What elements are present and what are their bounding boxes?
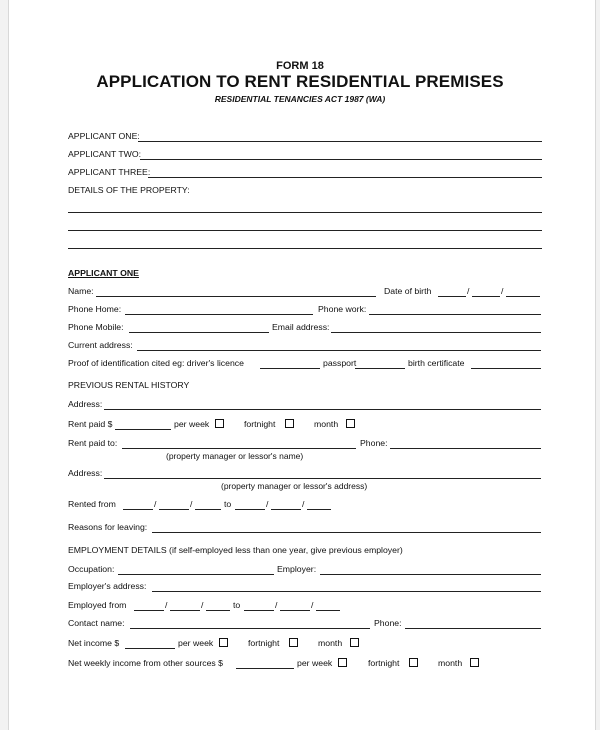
other-income-label: Net weekly income from other sources $ — [68, 658, 223, 668]
applicant-one-label: APPLICANT ONE: — [68, 131, 140, 141]
rental-history-heading: PREVIOUS RENTAL HISTORY — [68, 380, 190, 390]
form-number: FORM 18 — [276, 60, 324, 72]
dob-month-field[interactable] — [472, 296, 500, 297]
rent-per-week-label: per week — [174, 419, 210, 429]
form-subtitle: RESIDENTIAL TENANCIES ACT 1987 (WA) — [214, 94, 386, 104]
reasons-row — [68, 521, 544, 537]
employer-field[interactable] — [320, 574, 541, 575]
applicant-two-row — [68, 148, 544, 164]
occupation-row — [68, 563, 544, 579]
rented-from-day-field[interactable] — [123, 509, 153, 510]
income-month-label: month — [318, 638, 343, 648]
form-title: APPLICATION TO RENT RESIDENTIAL PREMISES — [96, 72, 504, 91]
phone-mobile-field[interactable] — [129, 332, 269, 333]
employed-from-year-field[interactable] — [206, 610, 230, 611]
net-income-row — [68, 637, 544, 653]
rent-fortnight-label: fortnight — [244, 419, 276, 429]
reasons-field[interactable] — [152, 532, 541, 533]
occupation-label: Occupation: — [68, 564, 115, 574]
birth-cert-label: birth certificate — [408, 358, 465, 368]
rented-from-row: Rented from / / to / / — [68, 498, 544, 514]
email-label: Email address: — [272, 322, 330, 332]
passport-field[interactable] — [355, 368, 405, 369]
other-income-row — [68, 657, 544, 673]
occupation-field[interactable] — [118, 574, 274, 575]
employer-address-field[interactable] — [152, 591, 541, 592]
rented-to-year-field[interactable] — [307, 509, 331, 510]
name-row: Name: Date of birth / / — [68, 285, 544, 301]
property-details-line-1[interactable] — [68, 212, 542, 213]
applicant-one-heading: APPLICANT ONE — [68, 268, 139, 278]
rent-paid-label: Rent paid $ — [68, 419, 113, 429]
net-income-label: Net income $ — [68, 638, 120, 648]
property-details-line-3[interactable] — [68, 248, 542, 249]
other-fortnight-label: fortnight — [368, 658, 400, 668]
current-address-label: Current address: — [68, 340, 133, 350]
rental-address-field[interactable] — [104, 409, 541, 410]
employed-to-month-field[interactable] — [280, 610, 310, 611]
employed-from-label: Employed from — [68, 600, 127, 610]
name-field[interactable] — [96, 296, 376, 297]
other-income-field[interactable] — [236, 668, 294, 669]
employment-heading: EMPLOYMENT DETAILS (if self-employed less than one year, give previous employer) — [68, 545, 403, 555]
birth-cert-field[interactable] — [471, 368, 541, 369]
income-fortnight-checkbox[interactable] — [289, 638, 298, 647]
other-month-checkbox[interactable] — [470, 658, 479, 667]
rent-month-checkbox[interactable] — [346, 419, 355, 428]
rented-to-day-field[interactable] — [235, 509, 265, 510]
phone-work-field[interactable] — [369, 314, 541, 315]
current-address-field[interactable] — [137, 350, 541, 351]
employed-to-day-field[interactable] — [244, 610, 274, 611]
rented-from-label: Rented from — [68, 499, 116, 509]
rental-address-label: Address: — [68, 399, 103, 409]
applicant-one-row — [68, 130, 544, 146]
income-per-week-checkbox[interactable] — [219, 638, 228, 647]
manager-name-note: (property manager or lessor's name) — [166, 451, 304, 461]
phone-mobile-label: Phone Mobile: — [68, 322, 124, 332]
rented-to-month-field[interactable] — [271, 509, 301, 510]
employer-label: Employer: — [277, 564, 317, 574]
employer-address-label: Employer's address: — [68, 581, 147, 591]
dob-year-field[interactable] — [506, 296, 540, 297]
dob-day-field[interactable] — [438, 296, 466, 297]
phone-row — [68, 303, 544, 319]
proof-id-row — [68, 357, 544, 373]
applicant-three-field[interactable] — [148, 177, 542, 178]
dob-label: Date of birth — [384, 286, 432, 296]
other-fortnight-checkbox[interactable] — [409, 658, 418, 667]
applicant-three-row — [68, 166, 544, 182]
property-details-label: DETAILS OF THE PROPERTY: — [68, 185, 190, 195]
name-label: Name: — [68, 286, 94, 296]
mobile-email-row — [68, 321, 544, 337]
applicant-one-field[interactable] — [138, 141, 542, 142]
applicant-two-label: APPLICANT TWO: — [68, 149, 142, 159]
phone-home-field[interactable] — [125, 314, 313, 315]
rent-fortnight-checkbox[interactable] — [285, 419, 294, 428]
employer-phone-label: Phone: — [374, 618, 402, 628]
passport-label: passport — [323, 358, 357, 368]
rented-from-year-field[interactable] — [195, 509, 221, 510]
rental-phone-label: Phone: — [360, 438, 388, 448]
drivers-licence-field[interactable] — [260, 368, 320, 369]
applicant-two-field[interactable] — [140, 159, 542, 160]
current-address-row — [68, 339, 544, 355]
proof-id-label: Proof of identification cited eg: driver's licence — [68, 358, 244, 368]
net-income-field[interactable] — [125, 648, 175, 649]
email-field[interactable] — [331, 332, 541, 333]
phone-home-label: Phone Home: — [68, 304, 122, 314]
contact-name-field[interactable] — [130, 628, 370, 629]
other-month-label: month — [438, 658, 463, 668]
rent-paid-field[interactable] — [115, 429, 171, 430]
employed-from-month-field[interactable] — [170, 610, 200, 611]
applicant-three-label: APPLICANT THREE: — [68, 167, 151, 177]
other-per-week-label: per week — [297, 658, 333, 668]
rent-per-week-checkbox[interactable] — [215, 419, 224, 428]
employed-to-label: to — [233, 600, 241, 610]
employed-to-year-field[interactable] — [316, 610, 340, 611]
employed-from-row: Employed from / / to / / — [68, 599, 544, 615]
reasons-label: Reasons for leaving: — [68, 522, 148, 532]
rent-month-label: month — [314, 419, 339, 429]
income-month-checkbox[interactable] — [350, 638, 359, 647]
manager-address-label: Address: — [68, 468, 103, 478]
manager-address-field[interactable] — [104, 478, 541, 479]
rental-phone-field[interactable] — [390, 448, 541, 449]
rent-paid-row — [68, 418, 544, 434]
rented-to-label: to — [224, 499, 232, 509]
income-per-week-label: per week — [178, 638, 214, 648]
rented-from-month-field[interactable] — [159, 509, 189, 510]
income-fortnight-label: fortnight — [248, 638, 280, 648]
contact-row — [68, 617, 544, 633]
property-details-line-2[interactable] — [68, 230, 542, 231]
rent-paid-to-row — [68, 437, 544, 453]
employed-from-day-field[interactable] — [134, 610, 164, 611]
employer-address-row — [68, 580, 544, 596]
manager-address-note: (property manager or lessor's address) — [221, 481, 368, 491]
contact-name-label: Contact name: — [68, 618, 125, 628]
employer-phone-field[interactable] — [405, 628, 541, 629]
rental-address-row — [68, 398, 544, 414]
other-per-week-checkbox[interactable] — [338, 658, 347, 667]
phone-work-label: Phone work: — [318, 304, 367, 314]
rent-paid-to-label: Rent paid to: — [68, 438, 118, 448]
rent-paid-to-field[interactable] — [122, 448, 356, 449]
